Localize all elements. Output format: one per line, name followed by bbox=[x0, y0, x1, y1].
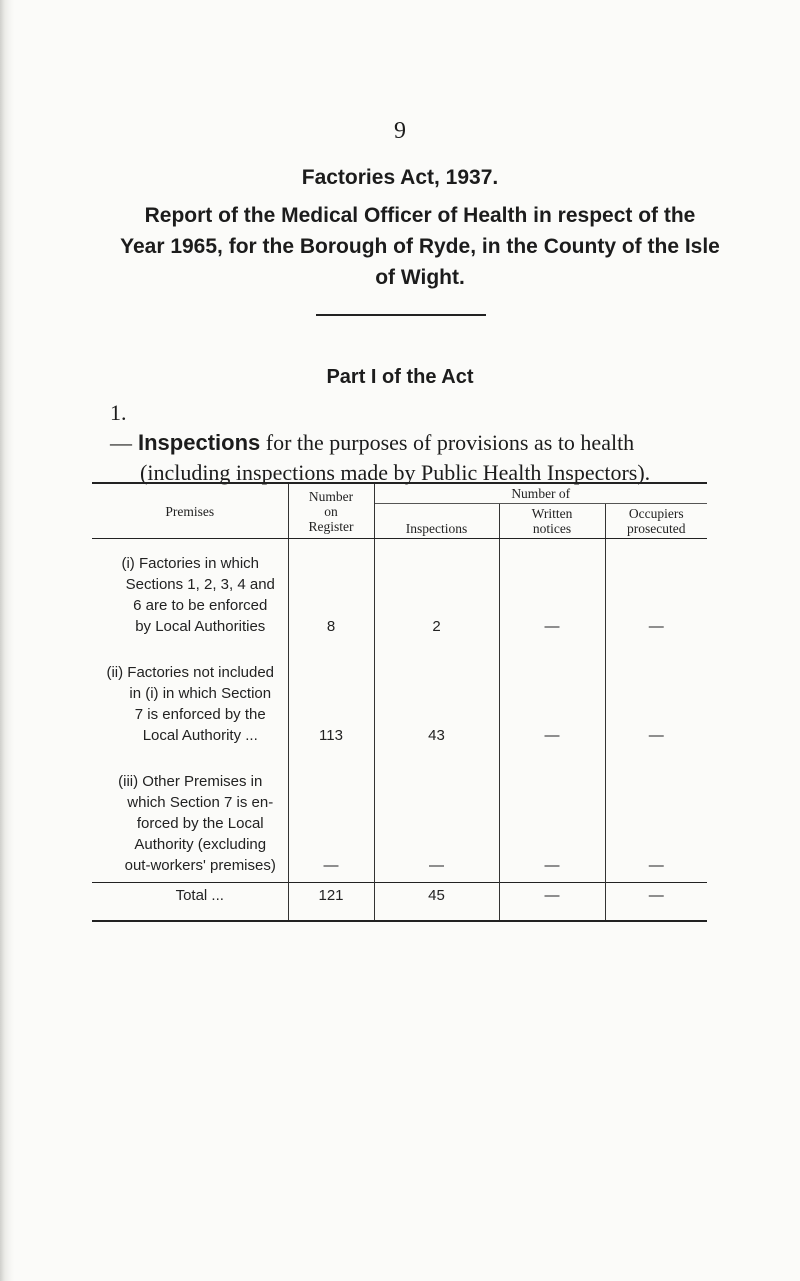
section-number: 1.— bbox=[110, 400, 132, 455]
row-inspections-value: — bbox=[374, 747, 499, 883]
row-written-value: — bbox=[499, 747, 605, 883]
row-premises-label: (ii) Factories not included in (i) in which Section 7 is enforced by the Local Authority ... bbox=[92, 638, 288, 747]
total-label: Total ... bbox=[92, 883, 288, 922]
row-register-value: 113 bbox=[288, 638, 374, 747]
header-number-of: Number of bbox=[374, 483, 707, 504]
inspections-table bbox=[92, 482, 707, 922]
section-heading-line-1 bbox=[110, 398, 750, 458]
header-written-line-2: notices bbox=[532, 521, 572, 536]
row-register-value: 8 bbox=[288, 539, 374, 639]
act-title: Factories Act, 1937. bbox=[301, 166, 499, 189]
table-row bbox=[92, 539, 707, 639]
row-written-value: — bbox=[499, 539, 605, 639]
row-register-value: — bbox=[288, 747, 374, 883]
header-number-on-register bbox=[288, 483, 374, 539]
total-prosecuted-value: — bbox=[605, 883, 707, 922]
row-prosecuted-value: — bbox=[648, 857, 664, 874]
report-title: Report of the Medical Officer of Health in respect of the Year 1965, for the Borough of Ryde, in the County of the Isle of Wight. bbox=[120, 204, 720, 289]
row-inspections-value: 43 bbox=[374, 638, 499, 747]
total-written-value: — bbox=[499, 883, 605, 922]
header-occupiers-prosecuted bbox=[605, 504, 707, 539]
row-inspections-value: 2 bbox=[374, 539, 499, 639]
total-register-value: 121 bbox=[288, 883, 374, 922]
page-binding-edge bbox=[0, 0, 14, 1281]
row-prosecuted-value: — bbox=[648, 618, 664, 635]
part-title: Part I of the Act bbox=[326, 366, 474, 388]
header-occupiers-line-1: Occupiers bbox=[628, 506, 684, 521]
header-register-line-1: Number bbox=[308, 488, 354, 504]
header-register-line-2: on bbox=[324, 503, 338, 519]
total-inspections-value: 45 bbox=[374, 883, 499, 922]
header-premises: Premises bbox=[92, 483, 288, 539]
section-heading bbox=[110, 398, 750, 488]
row-prosecuted-value: — bbox=[648, 727, 664, 744]
table-row bbox=[92, 747, 707, 883]
total-row bbox=[92, 883, 707, 922]
header-inspections: Inspections bbox=[374, 504, 499, 539]
table-row bbox=[92, 638, 707, 747]
header-occupiers-line-2: prosecuted bbox=[627, 521, 686, 536]
section-heading-bold: Inspections bbox=[138, 430, 261, 455]
row-written-value: — bbox=[499, 638, 605, 747]
separator-rule bbox=[316, 314, 486, 316]
row-premises-label: (iii) Other Premises in which Section 7 is en- forced by the Local Authority (excluding out-workers' premises) bbox=[92, 747, 288, 883]
header-register-line-3: Register bbox=[308, 518, 354, 534]
row-premises-label: (i) Factories in which Sections 1, 2, 3, 4 and 6 are to be enforced by Local Authorities bbox=[92, 539, 288, 639]
section-heading-line-2: (including inspections made by Public Health Inspectors). bbox=[140, 460, 651, 485]
page-number: 9 bbox=[394, 118, 406, 144]
section-heading-text-1: for the purposes of provisions as to health bbox=[260, 430, 635, 455]
header-written-line-1: Written bbox=[531, 506, 573, 521]
header-written-notices bbox=[499, 504, 605, 539]
